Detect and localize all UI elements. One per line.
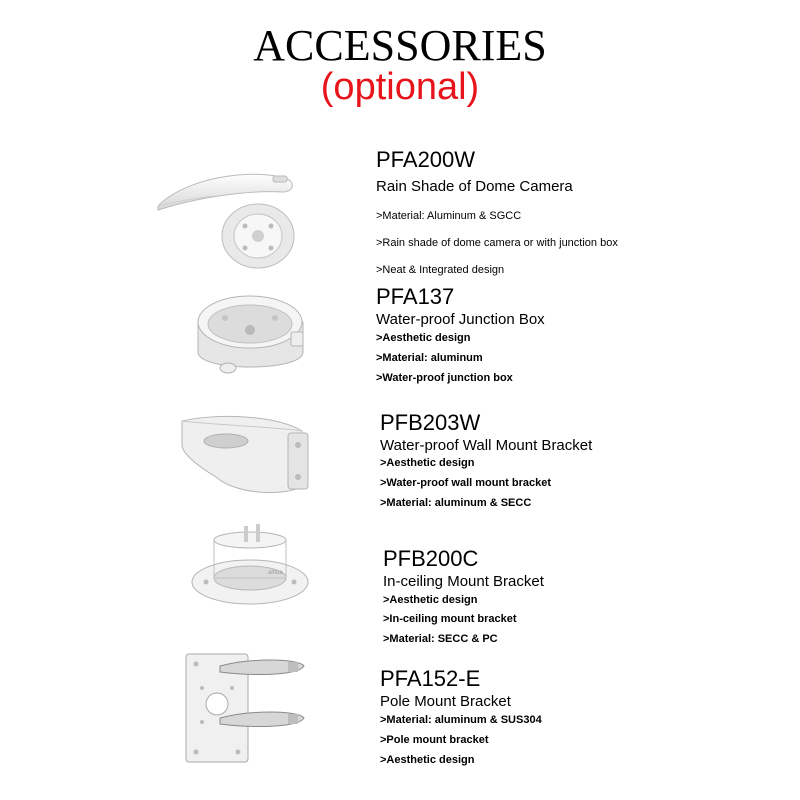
product-name: Pole Mount Bracket	[380, 693, 511, 710]
product-code: PFA137	[376, 284, 455, 309]
feature-item: >Neat & Integrated design	[376, 264, 505, 276]
feature-item: >Material: aluminum & SECC	[380, 497, 532, 509]
product-name: Water-proof Junction Box	[376, 311, 545, 328]
feature-item: >Pole mount bracket	[380, 734, 489, 746]
feature-item: >Water-proof wall mount bracket	[380, 477, 552, 489]
feature-item: >Material: aluminum & SUS304	[380, 714, 542, 726]
product-name: Rain Shade of Dome Camera	[376, 178, 573, 195]
junction-box-image	[193, 292, 308, 384]
feature-item: >In-ceiling mount bracket	[383, 613, 517, 625]
svg-text:alhua: alhua	[268, 570, 283, 576]
feature-item: >Rain shade of dome camera or with junction box	[376, 237, 618, 249]
feature-item: >Aesthetic design	[380, 754, 475, 766]
rain-shade-image	[155, 168, 305, 273]
feature-item: >Aesthetic design	[383, 594, 478, 606]
pole-mount-bracket-image	[180, 648, 310, 770]
feature-item: >Material: SECC & PC	[383, 633, 498, 645]
in-ceiling-bracket-image	[188, 522, 313, 614]
product-code: PFB203W	[380, 410, 481, 435]
product-name: Water-proof Wall Mount Bracket	[380, 437, 593, 454]
feature-item: >Material: Aluminum & SGCC	[376, 210, 522, 222]
page-title: ACCESSORIES	[253, 21, 547, 70]
product-code: PFB200C	[383, 546, 479, 571]
feature-item: >Aesthetic design	[380, 457, 475, 469]
wall-mount-bracket-image	[176, 405, 311, 500]
product-name: In-ceiling Mount Bracket	[383, 573, 544, 590]
page-subtitle: (optional)	[320, 66, 480, 108]
product-code: PFA152-E	[380, 666, 481, 691]
product-code: PFA200W	[376, 147, 476, 172]
feature-item: >Water-proof junction box	[376, 372, 513, 384]
feature-item: >Material: aluminum	[376, 352, 483, 364]
feature-item: >Aesthetic design	[376, 332, 471, 344]
